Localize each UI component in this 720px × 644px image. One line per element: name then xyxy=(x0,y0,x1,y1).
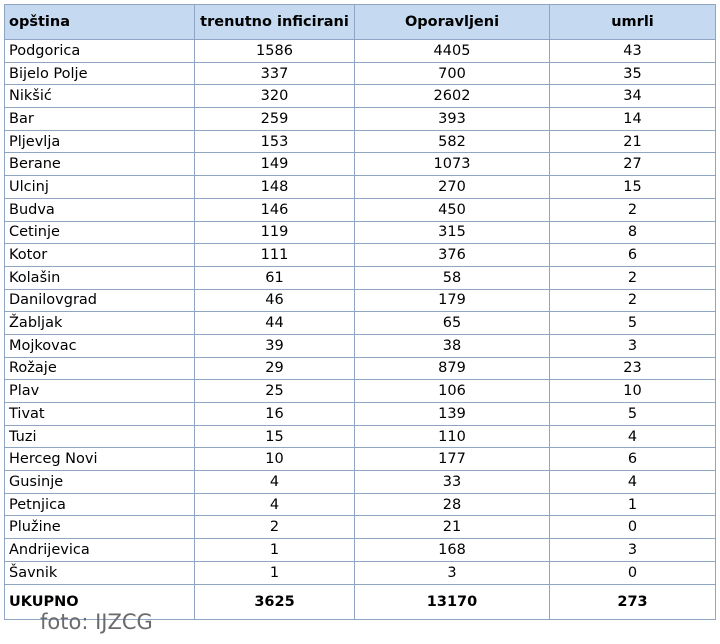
cell-deaths: 21 xyxy=(550,130,716,153)
cell-municipality: Berane xyxy=(5,153,195,176)
cell-deaths: 0 xyxy=(550,561,716,584)
cell-infected: 61 xyxy=(195,266,355,289)
cell-recovered: 879 xyxy=(355,357,550,380)
cell-deaths: 6 xyxy=(550,448,716,471)
cell-recovered: 33 xyxy=(355,471,550,494)
cell-municipality: Gusinje xyxy=(5,471,195,494)
cell-recovered: 28 xyxy=(355,493,550,516)
table-row xyxy=(5,85,716,108)
cell-deaths: 2 xyxy=(550,289,716,312)
table-row xyxy=(5,448,716,471)
cell-recovered: 168 xyxy=(355,539,550,562)
cell-municipality: Herceg Novi xyxy=(5,448,195,471)
table-row xyxy=(5,266,716,289)
cell-recovered: 3 xyxy=(355,561,550,584)
cell-municipality: Andrijevica xyxy=(5,539,195,562)
cell-deaths: 6 xyxy=(550,244,716,267)
cell-recovered: 110 xyxy=(355,425,550,448)
cell-recovered: 376 xyxy=(355,244,550,267)
cell-municipality: Mojkovac xyxy=(5,334,195,357)
cell-recovered: 21 xyxy=(355,516,550,539)
cell-municipality: Plužine xyxy=(5,516,195,539)
cell-deaths: 34 xyxy=(550,85,716,108)
cell-infected: 320 xyxy=(195,85,355,108)
cell-deaths: 2 xyxy=(550,266,716,289)
cell-infected: 119 xyxy=(195,221,355,244)
cell-infected: 15 xyxy=(195,425,355,448)
cell-municipality: Nikšić xyxy=(5,85,195,108)
cell-recovered: 139 xyxy=(355,403,550,426)
header-deaths: umrli xyxy=(550,5,716,40)
table-row xyxy=(5,493,716,516)
cell-deaths: 4 xyxy=(550,471,716,494)
cell-recovered: 106 xyxy=(355,380,550,403)
cell-municipality: Kolašin xyxy=(5,266,195,289)
table-row xyxy=(5,357,716,380)
cell-recovered: 700 xyxy=(355,62,550,85)
cell-infected: 25 xyxy=(195,380,355,403)
cell-deaths: 5 xyxy=(550,312,716,335)
cell-infected: 337 xyxy=(195,62,355,85)
cell-deaths: 3 xyxy=(550,539,716,562)
data-table-container xyxy=(4,4,715,620)
table-row xyxy=(5,244,716,267)
cell-infected: 1 xyxy=(195,539,355,562)
cell-infected: 146 xyxy=(195,198,355,221)
cell-infected: 259 xyxy=(195,108,355,131)
table-row xyxy=(5,539,716,562)
total-label: UKUPNO xyxy=(5,584,195,619)
cell-infected: 2 xyxy=(195,516,355,539)
cell-recovered: 179 xyxy=(355,289,550,312)
cell-recovered: 2602 xyxy=(355,85,550,108)
cell-infected: 1 xyxy=(195,561,355,584)
table-row xyxy=(5,108,716,131)
cell-infected: 44 xyxy=(195,312,355,335)
cell-recovered: 177 xyxy=(355,448,550,471)
total-deaths: 273 xyxy=(550,584,716,619)
cell-municipality: Tuzi xyxy=(5,425,195,448)
table-header-row xyxy=(5,5,716,40)
cell-infected: 153 xyxy=(195,130,355,153)
cell-deaths: 43 xyxy=(550,40,716,63)
header-recovered: Oporavljeni xyxy=(355,5,550,40)
cell-municipality: Tivat xyxy=(5,403,195,426)
cell-recovered: 315 xyxy=(355,221,550,244)
cell-deaths: 35 xyxy=(550,62,716,85)
cell-infected: 149 xyxy=(195,153,355,176)
cell-municipality: Rožaje xyxy=(5,357,195,380)
cell-recovered: 58 xyxy=(355,266,550,289)
cell-recovered: 270 xyxy=(355,176,550,199)
cell-municipality: Plav xyxy=(5,380,195,403)
table-row xyxy=(5,289,716,312)
photo-credit: foto: IJZCG xyxy=(40,610,153,634)
cell-infected: 4 xyxy=(195,471,355,494)
cell-infected: 1586 xyxy=(195,40,355,63)
cell-deaths: 15 xyxy=(550,176,716,199)
table-row xyxy=(5,380,716,403)
cell-deaths: 10 xyxy=(550,380,716,403)
cell-municipality: Budva xyxy=(5,198,195,221)
cell-infected: 4 xyxy=(195,493,355,516)
header-currently-infected: trenutno inficirani xyxy=(195,5,355,40)
cell-municipality: Pljevlja xyxy=(5,130,195,153)
cell-deaths: 1 xyxy=(550,493,716,516)
cell-municipality: Bar xyxy=(5,108,195,131)
cell-recovered: 582 xyxy=(355,130,550,153)
cell-municipality: Danilovgrad xyxy=(5,289,195,312)
cell-recovered: 4405 xyxy=(355,40,550,63)
cell-infected: 29 xyxy=(195,357,355,380)
cell-municipality: Ulcinj xyxy=(5,176,195,199)
cell-municipality: Šavnik xyxy=(5,561,195,584)
cell-infected: 39 xyxy=(195,334,355,357)
cell-infected: 16 xyxy=(195,403,355,426)
cell-municipality: Cetinje xyxy=(5,221,195,244)
cell-deaths: 27 xyxy=(550,153,716,176)
cell-municipality: Podgorica xyxy=(5,40,195,63)
cell-deaths: 23 xyxy=(550,357,716,380)
cell-municipality: Bijelo Polje xyxy=(5,62,195,85)
table-row xyxy=(5,312,716,335)
cell-deaths: 0 xyxy=(550,516,716,539)
total-recovered: 13170 xyxy=(355,584,550,619)
table-row xyxy=(5,334,716,357)
cell-infected: 46 xyxy=(195,289,355,312)
cell-infected: 111 xyxy=(195,244,355,267)
cell-recovered: 1073 xyxy=(355,153,550,176)
table-row xyxy=(5,561,716,584)
cell-deaths: 5 xyxy=(550,403,716,426)
total-infected: 3625 xyxy=(195,584,355,619)
table-row xyxy=(5,425,716,448)
table-body xyxy=(5,40,716,585)
cell-municipality: Petnjica xyxy=(5,493,195,516)
table-row xyxy=(5,403,716,426)
table-row xyxy=(5,221,716,244)
table-row xyxy=(5,153,716,176)
table-row xyxy=(5,198,716,221)
cell-municipality: Kotor xyxy=(5,244,195,267)
table-row xyxy=(5,471,716,494)
cell-recovered: 450 xyxy=(355,198,550,221)
table-row xyxy=(5,130,716,153)
table-row xyxy=(5,176,716,199)
table-row xyxy=(5,40,716,63)
cell-recovered: 38 xyxy=(355,334,550,357)
cell-deaths: 14 xyxy=(550,108,716,131)
cell-municipality: Žabljak xyxy=(5,312,195,335)
header-municipality: opština xyxy=(5,5,195,40)
cell-infected: 148 xyxy=(195,176,355,199)
table-row xyxy=(5,516,716,539)
cell-deaths: 8 xyxy=(550,221,716,244)
cell-recovered: 393 xyxy=(355,108,550,131)
cell-deaths: 3 xyxy=(550,334,716,357)
table-row xyxy=(5,62,716,85)
cell-deaths: 2 xyxy=(550,198,716,221)
municipality-table xyxy=(4,4,716,620)
cell-infected: 10 xyxy=(195,448,355,471)
cell-deaths: 4 xyxy=(550,425,716,448)
cell-recovered: 65 xyxy=(355,312,550,335)
